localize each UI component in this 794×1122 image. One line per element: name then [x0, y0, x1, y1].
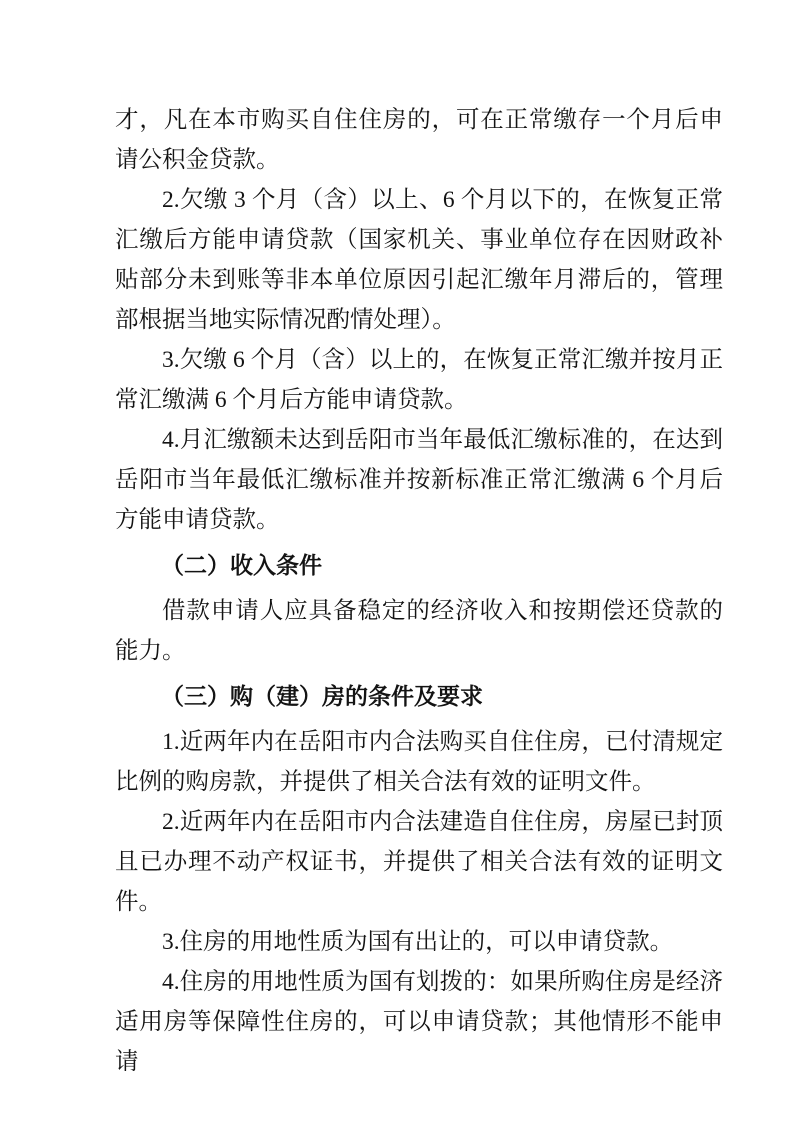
paragraph: 才，凡在本市购买自住住房的，可在正常缴存一个月后申请公积金贷款。 — [115, 107, 723, 173]
document-content — [115, 100, 723, 1082]
paragraph: 3.住房的用地性质为国有出让的，可以申请贷款。 — [162, 929, 674, 955]
paragraph: 1.近两年内在岳阳市内合法购买自住住房，已付清规定比例的购房款，并提供了相关合法有效的证明文件。 — [115, 729, 723, 795]
paragraph: 4.住房的用地性质为国有划拨的：如果所购住房是经济适用房等保障性住房的，可以申请贷款；其他情形不能申请 — [115, 969, 723, 1075]
section-heading: （三）购（建）房的条件及要求 — [161, 683, 483, 709]
section-heading: （二）收入条件 — [161, 552, 322, 578]
paragraph: 4.月汇缴额未达到岳阳市当年最低汇缴标准的，在达到岳阳市当年最低汇缴标准并按新标准正常汇缴满 6 个月后方能申请贷款。 — [115, 427, 723, 533]
paragraph: 3.欠缴 6 个月（含）以上的，在恢复正常汇缴并按月正常汇缴满 6 个月后方能申请贷款。 — [115, 347, 723, 413]
paragraph: 2.欠缴 3 个月（含）以上、6 个月以下的，在恢复正常汇缴后方能申请贷款（国家机关、事业单位存在因财政补贴部分未到账等非本单位原因引起汇缴年月滞后的，管理部根据当地实际情况酌情处理）。 — [115, 187, 723, 333]
paragraph: 借款申请人应具备稳定的经济收入和按期偿还贷款的能力。 — [115, 598, 723, 664]
paragraph: 2.近两年内在岳阳市内合法建造自住住房，房屋已封顶且已办理不动产权证书，并提供了相关合法有效的证明文件。 — [115, 809, 723, 915]
